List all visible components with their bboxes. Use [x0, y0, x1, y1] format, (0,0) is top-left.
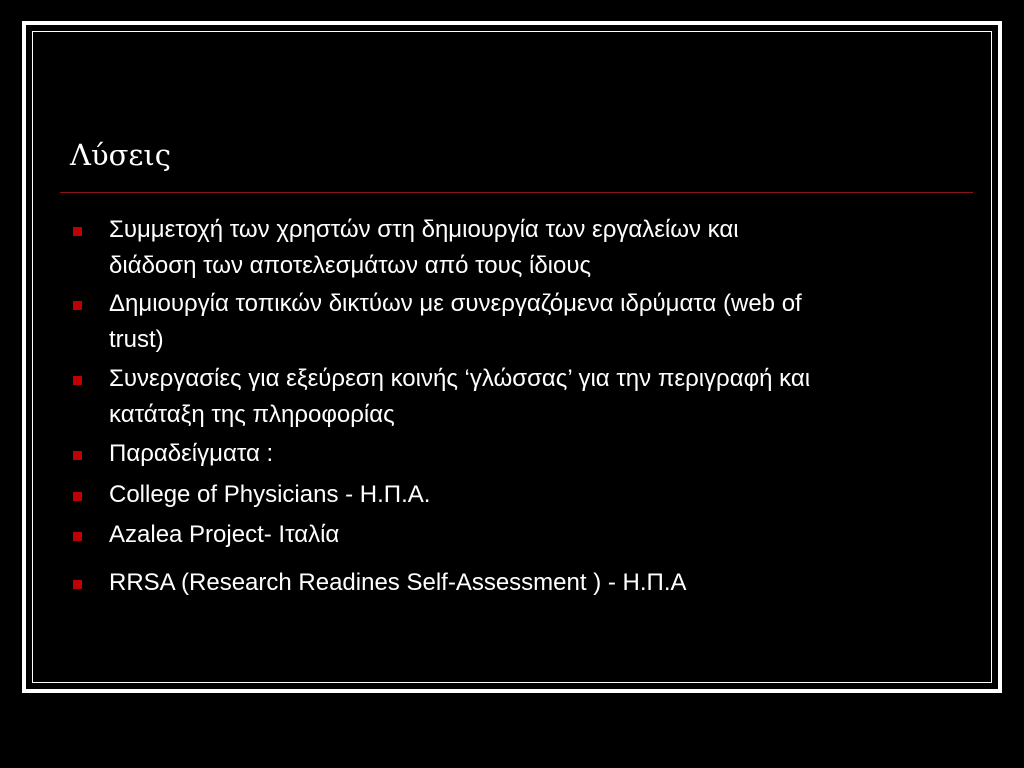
title-divider: [60, 192, 973, 193]
bullet-item: [109, 565, 959, 601]
bullet-item: [109, 212, 959, 284]
bullet-line: Παραδείγματα :: [109, 440, 274, 467]
square-bullet-icon: [73, 451, 82, 460]
bullet-line: διάδοση των αποτελεσμάτων από τους ίδιους: [109, 252, 592, 279]
bullet-line: Azalea Project- Ιταλία: [109, 521, 340, 548]
bullet-item: [109, 361, 959, 433]
square-bullet-icon: [73, 580, 82, 589]
square-bullet-icon: [73, 227, 82, 236]
bullet-line: Συμμετοχή των χρηστών στη δημιουργία των εργαλείων και: [109, 216, 739, 243]
square-bullet-icon: [73, 376, 82, 385]
bullet-item: [109, 477, 959, 513]
bullet-line: RRSA (Research Readines Self-Assessment ) - Η.Π.Α: [109, 569, 687, 596]
bullet-line: trust): [109, 326, 164, 353]
bullet-item: [109, 436, 959, 472]
bullet-item: [109, 517, 959, 553]
bullet-line: Συνεργασίες για εξεύρεση κοινής ‘γλώσσας’ για την περιγραφή και: [109, 365, 811, 392]
bullet-line: College of Physicians - Η.Π.Α.: [109, 481, 431, 508]
bullet-line: κατάταξη της πληροφορίας: [109, 401, 395, 428]
bullet-item: [109, 286, 959, 358]
square-bullet-icon: [73, 301, 82, 310]
bullet-line: Δημιουργία τοπικών δικτύων με συνεργαζόμενα ιδρύματα (web of: [109, 290, 802, 317]
square-bullet-icon: [73, 532, 82, 541]
slide-title: Λύσεις: [70, 138, 172, 172]
square-bullet-icon: [73, 492, 82, 501]
